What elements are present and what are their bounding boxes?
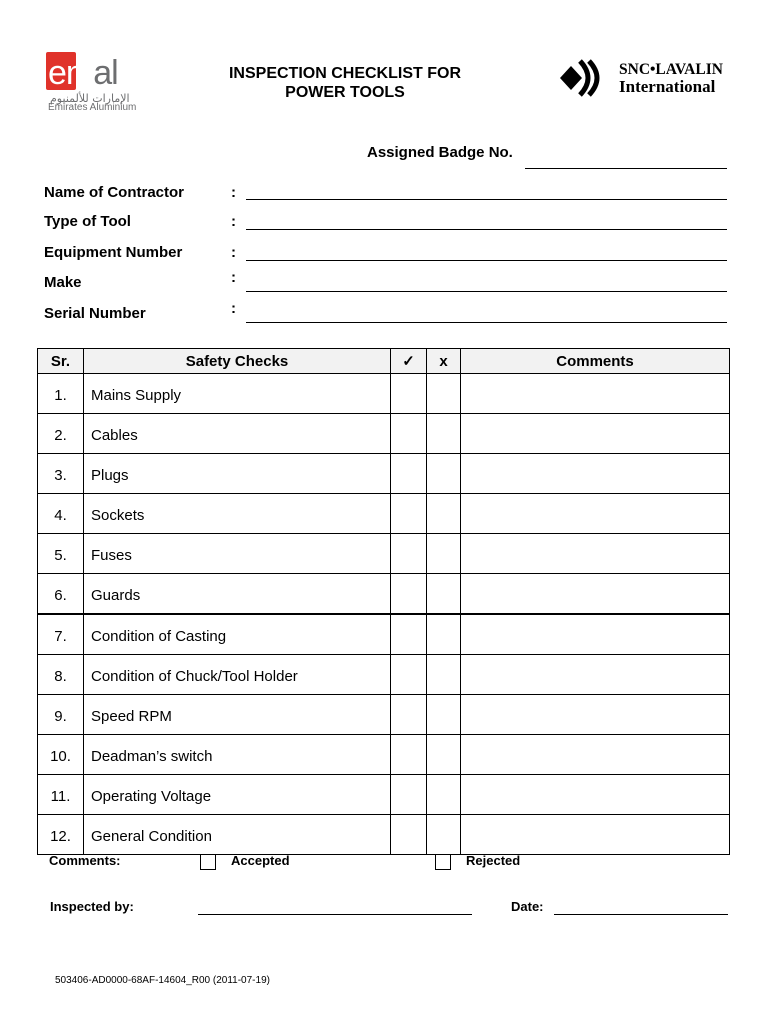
equipment-number-input-line[interactable] — [246, 260, 727, 261]
row-check-item: Condition of Casting — [84, 614, 391, 655]
contractor-label: Name of Contractor — [44, 184, 185, 201]
row-check-item: Operating Voltage — [84, 775, 391, 815]
comment-cell[interactable] — [461, 534, 730, 574]
fail-cell[interactable] — [427, 414, 461, 454]
row-check-item: Speed RPM — [84, 695, 391, 735]
row-check-item: Fuses — [84, 534, 391, 574]
comment-cell[interactable] — [461, 374, 730, 414]
fail-cell[interactable] — [427, 494, 461, 534]
row-number: 12. — [38, 815, 84, 855]
rejected-checkbox[interactable] — [435, 854, 451, 870]
pass-cell[interactable] — [391, 614, 427, 655]
table-row — [38, 695, 730, 735]
field-colon: : — [231, 244, 236, 261]
comment-cell[interactable] — [461, 494, 730, 534]
row-number: 9. — [38, 695, 84, 735]
comment-cell[interactable] — [461, 614, 730, 655]
safety-checks-header: Safety Checks — [84, 349, 391, 374]
date-input-line[interactable] — [554, 914, 728, 915]
comment-cell[interactable] — [461, 735, 730, 775]
tool-type-label: Type of Tool — [44, 213, 131, 230]
field-colon: : — [231, 213, 236, 230]
fail-cell[interactable] — [427, 655, 461, 695]
make-label: Make — [44, 274, 82, 291]
fail-cell[interactable] — [427, 695, 461, 735]
serial-number-input-line[interactable] — [246, 322, 727, 323]
contractor-input-line[interactable] — [246, 199, 727, 200]
pass-cell[interactable] — [391, 815, 427, 855]
fail-cell[interactable] — [427, 815, 461, 855]
comment-cell[interactable] — [461, 815, 730, 855]
pass-cell[interactable] — [391, 494, 427, 534]
comment-cell[interactable] — [461, 775, 730, 815]
snc-lavalin-logo — [556, 57, 736, 99]
field-colon: : — [231, 269, 236, 286]
table-row — [38, 414, 730, 454]
check-mark-header: ✓ — [391, 349, 427, 374]
fail-cell[interactable] — [427, 735, 461, 775]
make-input-line[interactable] — [246, 291, 727, 292]
pass-cell[interactable] — [391, 775, 427, 815]
pass-cell[interactable] — [391, 695, 427, 735]
row-check-item: Deadman’s switch — [84, 735, 391, 775]
sr-header: Sr. — [38, 349, 84, 374]
snc-lavalin-name: SNC•LAVALIN — [619, 61, 723, 78]
table-row — [38, 614, 730, 655]
row-number: 1. — [38, 374, 84, 414]
row-number: 11. — [38, 775, 84, 815]
pass-cell[interactable] — [391, 655, 427, 695]
accepted-label: Accepted — [231, 853, 290, 868]
comment-cell[interactable] — [461, 655, 730, 695]
row-number: 7. — [38, 614, 84, 655]
fail-cell[interactable] — [427, 534, 461, 574]
row-number: 8. — [38, 655, 84, 695]
table-row — [38, 775, 730, 815]
row-number: 4. — [38, 494, 84, 534]
pass-cell[interactable] — [391, 735, 427, 775]
inspected-by-label: Inspected by: — [50, 899, 134, 914]
field-colon: : — [231, 300, 236, 317]
row-number: 2. — [38, 414, 84, 454]
fail-cell[interactable] — [427, 574, 461, 615]
row-check-item: Guards — [84, 574, 391, 615]
table-row — [38, 655, 730, 695]
emal-arabic-name: الإمارات للألمنيوم — [50, 92, 130, 105]
tool-type-input-line[interactable] — [246, 229, 727, 230]
comment-cell[interactable] — [461, 695, 730, 735]
comments-label: Comments: — [49, 853, 121, 868]
row-check-item: Plugs — [84, 454, 391, 494]
table-row — [38, 534, 730, 574]
fail-cell[interactable] — [427, 775, 461, 815]
pass-cell[interactable] — [391, 454, 427, 494]
badge-input-line[interactable] — [525, 168, 727, 169]
emal-logo — [46, 52, 146, 114]
inspected-by-input-line[interactable] — [198, 914, 472, 915]
fail-cell[interactable] — [427, 454, 461, 494]
table-row — [38, 735, 730, 775]
row-number: 5. — [38, 534, 84, 574]
table-row — [38, 494, 730, 534]
table-row — [38, 815, 730, 855]
emal-english-name: Emirates Aluminium — [48, 102, 137, 113]
table-row — [38, 574, 730, 615]
row-check-item: Mains Supply — [84, 374, 391, 414]
fail-cell[interactable] — [427, 374, 461, 414]
date-label: Date: — [511, 899, 544, 914]
pass-cell[interactable] — [391, 414, 427, 454]
row-check-item: General Condition — [84, 815, 391, 855]
pass-cell[interactable] — [391, 574, 427, 615]
snc-lavalin-mark-icon — [556, 57, 606, 99]
row-check-item: Cables — [84, 414, 391, 454]
table-header-row — [38, 349, 730, 374]
comment-cell[interactable] — [461, 574, 730, 615]
row-number: 10. — [38, 735, 84, 775]
table-row — [38, 374, 730, 414]
row-check-item: Sockets — [84, 494, 391, 534]
equipment-number-label: Equipment Number — [44, 244, 183, 261]
badge-label: Assigned Badge No. — [367, 144, 513, 161]
accepted-checkbox[interactable] — [200, 854, 216, 870]
pass-cell[interactable] — [391, 534, 427, 574]
snc-lavalin-subtitle: International — [619, 77, 716, 96]
page-title: INSPECTION CHECKLIST FOR POWER TOOLS — [228, 65, 461, 101]
rejected-label: Rejected — [466, 853, 521, 868]
row-number: 6. — [38, 574, 84, 615]
comment-cell[interactable] — [461, 454, 730, 494]
row-check-item: Condition of Chuck/Tool Holder — [84, 655, 391, 695]
table-row — [38, 454, 730, 494]
safety-checks-table — [37, 348, 730, 855]
document-code: 503406-AD0000-68AF-14604_R00 (2011-07-19) — [55, 975, 270, 986]
emal-logo-word: emal — [48, 54, 118, 92]
row-number: 3. — [38, 454, 84, 494]
serial-number-label: Serial Number — [44, 305, 146, 322]
cross-header: x — [427, 349, 461, 374]
field-colon: : — [231, 184, 236, 201]
fail-cell[interactable] — [427, 614, 461, 655]
comments-header: Comments — [461, 349, 730, 374]
comment-cell[interactable] — [461, 414, 730, 454]
pass-cell[interactable] — [391, 374, 427, 414]
